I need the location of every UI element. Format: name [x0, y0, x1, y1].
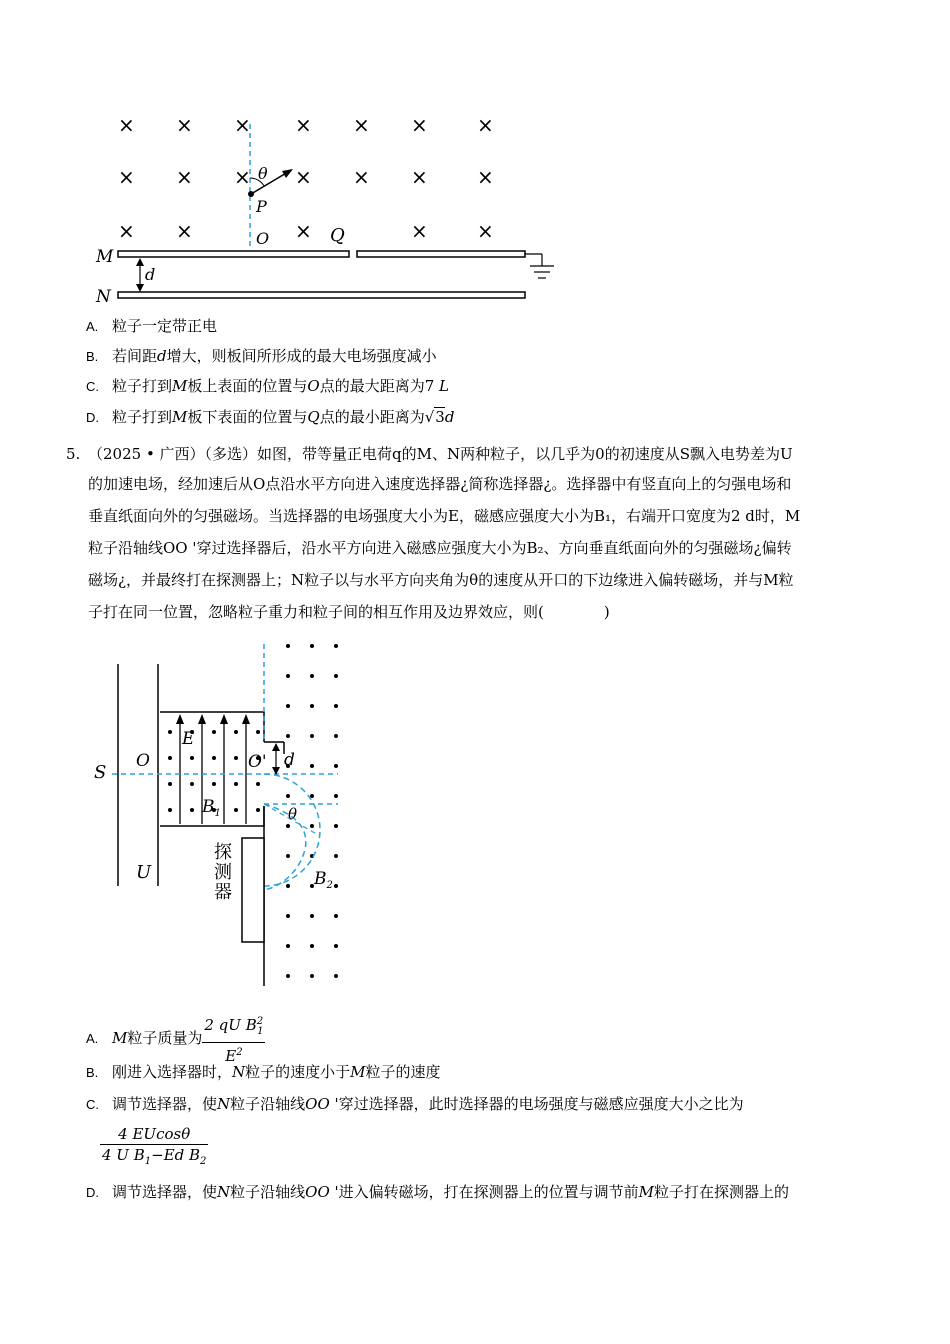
- e-field-arrowhead: [198, 714, 206, 724]
- label-P: P: [256, 197, 267, 216]
- field-dot: [310, 764, 314, 768]
- field-dot: [168, 756, 172, 760]
- option-text: 粒子打在探测器上的: [654, 1183, 790, 1201]
- field-dot: [234, 730, 238, 734]
- label-S: S: [94, 762, 107, 783]
- option-text: 调节选择器，使: [112, 1095, 218, 1113]
- option-text: 若间距: [112, 347, 158, 365]
- field-dot: [310, 824, 314, 828]
- label-theta: θ: [288, 805, 298, 823]
- cross-mark: ×: [353, 165, 370, 189]
- q5-option-b[interactable]: [86, 1060, 441, 1085]
- selector-box: [160, 712, 264, 742]
- variable-M: M: [172, 408, 188, 426]
- field-dot: [310, 674, 314, 678]
- field-dot: [190, 808, 194, 812]
- detector: [242, 838, 264, 942]
- option-letter: D.: [86, 410, 99, 425]
- label-E: E: [182, 729, 195, 749]
- fraction-denominator: [100, 1145, 208, 1172]
- cross-mark: ×: [477, 219, 494, 243]
- label-U: U: [136, 862, 152, 883]
- q5-stem-line: 磁场¿，并最终打在探测器上；N粒子以与水平方向夹角为θ的速度从开口的下边缘进入偏转磁场，并与M粒: [88, 571, 794, 589]
- field-dot: [168, 730, 172, 734]
- fraction: [202, 1012, 265, 1066]
- field-dot: [256, 808, 260, 812]
- field-dot: [168, 782, 172, 786]
- option-text: 板下表面的位置与: [187, 408, 308, 426]
- field-dot: [286, 824, 290, 828]
- field-dot: [286, 884, 290, 888]
- field-dot: [286, 854, 290, 858]
- variable-M: M: [350, 1063, 366, 1081]
- field-dot: [286, 644, 290, 648]
- field-dot: [334, 854, 338, 858]
- cross-mark: ×: [411, 165, 428, 189]
- option-text: 粒子打到: [112, 408, 173, 426]
- variable-d: d: [157, 347, 167, 365]
- cross-mark: ×: [353, 113, 370, 137]
- trajectory-N: [264, 804, 306, 890]
- variable-N: N: [232, 1063, 246, 1081]
- cross-mark: ×: [411, 219, 428, 243]
- field-dot: [168, 808, 172, 812]
- option-text: 粒子沿轴线: [230, 1095, 306, 1113]
- label-theta: θ: [258, 164, 268, 183]
- cross-mark: ×: [118, 165, 135, 189]
- q4-option-d[interactable]: [86, 405, 454, 430]
- field-dot: [286, 674, 290, 678]
- field-dot: [256, 730, 260, 734]
- cross-mark: ×: [295, 113, 312, 137]
- field-dot: [334, 944, 338, 948]
- option-text: 粒子一定带正电: [112, 317, 218, 335]
- cross-mark: ×: [295, 165, 312, 189]
- field-dot: [286, 794, 290, 798]
- q5-option-c[interactable]: [86, 1092, 744, 1117]
- field-dot: [334, 734, 338, 738]
- subscript: 1: [257, 1026, 264, 1037]
- field-dot: [256, 782, 260, 786]
- field-dot: [310, 704, 314, 708]
- option-text: 粒子沿轴线: [230, 1183, 306, 1201]
- option-text: 进入偏转磁场，打在探测器上的位置与调节前: [338, 1183, 639, 1201]
- magnetic-field-crosses: [118, 113, 494, 243]
- label-Oprime: O': [248, 752, 267, 772]
- q5-option-a[interactable]: [86, 1012, 265, 1066]
- q4-option-b[interactable]: [86, 344, 437, 369]
- fraction-denominator: E: [225, 1047, 237, 1065]
- field-dot: [234, 782, 238, 786]
- field-dot: [310, 974, 314, 978]
- option-text: 粒子的速度: [365, 1063, 441, 1081]
- plate-N: [118, 292, 525, 298]
- cross-mark: ×: [234, 113, 251, 137]
- q4-option-c[interactable]: [86, 374, 449, 399]
- arrowhead: [282, 169, 293, 178]
- option-text: 点的最小距离为: [319, 408, 425, 426]
- field-dot: [334, 674, 338, 678]
- label-B2: $B_2$: [314, 869, 333, 891]
- q4-option-a[interactable]: [86, 314, 217, 339]
- q5-stem-line: 垂直纸面向外的匀强磁场。当选择器的电场强度大小为E，磁感应强度大小为B₁，右端开口宽度为2 d时，M: [88, 507, 801, 525]
- field-dot: [334, 794, 338, 798]
- option-letter: C.: [86, 379, 99, 394]
- variable-M: M: [172, 377, 188, 395]
- sqrt-value: 3: [435, 408, 445, 426]
- variable-OOprime: OO ': [305, 1183, 339, 1201]
- figure-velocity-selector: [88, 636, 368, 996]
- field-dot: [286, 944, 290, 948]
- variable-M: M: [638, 1183, 655, 1201]
- option-letter: D.: [86, 1185, 99, 1200]
- option-text: 粒子质量为: [127, 1029, 203, 1047]
- point-P: [248, 191, 254, 197]
- detector-label: 探: [214, 842, 232, 863]
- option-text: 增大，则板间所形成的最大电场强度减小: [166, 347, 437, 365]
- option-letter: A.: [86, 1031, 99, 1046]
- variable-N: N: [217, 1095, 231, 1113]
- field-dot: [212, 782, 216, 786]
- q5-stem-line: （2025 • 广西）（多选）如图，带等量正电荷q的M、N两种粒子，以几乎为0的初速度从S飘入电势差为U: [88, 445, 793, 463]
- field-dot: [286, 734, 290, 738]
- cross-mark: ×: [118, 113, 135, 137]
- field-dot: [334, 974, 338, 978]
- field-dot: [190, 756, 194, 760]
- field-dot: [212, 730, 216, 734]
- option-letter: B.: [86, 1065, 99, 1080]
- q5-option-c-fraction: [100, 1124, 208, 1172]
- field-dot: [234, 756, 238, 760]
- field-dot: [286, 974, 290, 978]
- subscript: 2: [200, 1156, 207, 1167]
- velocity-arrow: [251, 172, 288, 194]
- label-O: O: [256, 229, 270, 248]
- field-dot: [310, 944, 314, 948]
- plate-M-right: [357, 251, 525, 257]
- q5-stem-line: 粒子沿轴线OO '穿过选择器后，沿水平方向进入磁感应强度大小为B₂、方向垂直纸面向外的匀强磁场¿偏转: [88, 539, 792, 557]
- variable-L: L: [439, 377, 450, 395]
- field-dot: [310, 914, 314, 918]
- detector-label: 测: [214, 862, 232, 883]
- den-part: 4 U B: [102, 1146, 145, 1164]
- value: 7: [424, 377, 435, 395]
- option-letter: B.: [86, 349, 99, 364]
- field-dot: [310, 644, 314, 648]
- field-dot: [286, 704, 290, 708]
- q5-number: 5.: [66, 445, 81, 463]
- detector-label: 器: [214, 882, 232, 903]
- subscript: 1: [144, 1156, 152, 1167]
- cross-mark: ×: [118, 219, 135, 243]
- e-field-arrowhead: [220, 714, 228, 724]
- q5-stem-line: 的加速电场，经加速后从O点沿水平方向进入速度选择器¿简称选择器¿。选择器中有竖直向上的匀强电场和: [88, 475, 792, 493]
- variable-OOprime: OO ': [305, 1095, 339, 1113]
- sqrt-symbol: √: [424, 408, 435, 426]
- field-dot: [286, 914, 290, 918]
- variable-O: O: [307, 377, 320, 395]
- label-M: M: [96, 247, 114, 267]
- variable-N: N: [217, 1183, 231, 1201]
- field-dot: [310, 734, 314, 738]
- cross-mark: ×: [176, 113, 193, 137]
- label-O: O: [136, 751, 150, 771]
- field-dot: [234, 808, 238, 812]
- field-dot: [310, 794, 314, 798]
- option-letter: A.: [86, 319, 99, 334]
- cross-mark: ×: [234, 165, 251, 189]
- label-d: d: [284, 750, 295, 770]
- superscript: 2: [256, 1016, 264, 1027]
- figure-plates-magnetic-field: [90, 108, 570, 308]
- superscript: 2: [236, 1047, 243, 1058]
- label-Q: Q: [330, 225, 345, 246]
- field-dot: [212, 756, 216, 760]
- field-dot: [334, 764, 338, 768]
- field-dot: [334, 824, 338, 828]
- option-text: 粒子的速度小于: [245, 1063, 351, 1081]
- fraction-numerator: 4 EUcosθ: [100, 1124, 208, 1145]
- option-text: 调节选择器，使: [112, 1183, 218, 1201]
- e-field-arrowhead: [176, 714, 184, 724]
- cross-mark: ×: [176, 165, 193, 189]
- variable-M: M: [112, 1029, 128, 1047]
- trajectory-M: [264, 774, 320, 886]
- cross-mark: ×: [411, 113, 428, 137]
- option-text: 板上表面的位置与: [187, 377, 308, 395]
- option-text: 粒子打到: [112, 377, 173, 395]
- cross-mark: ×: [176, 219, 193, 243]
- option-letter: C.: [86, 1097, 99, 1112]
- cross-mark: ×: [295, 219, 312, 243]
- variable-d: d: [444, 408, 455, 426]
- cross-mark: ×: [477, 113, 494, 137]
- q5-option-d[interactable]: [86, 1180, 789, 1205]
- field-dot: [334, 884, 338, 888]
- label-N: N: [96, 287, 111, 307]
- cross-mark: ×: [477, 165, 494, 189]
- e-field-arrowhead: [242, 714, 250, 724]
- option-text: 点的最大距离为: [319, 377, 425, 395]
- option-text: 穿过选择器，此时选择器的电场强度与磁感应强度大小之比为: [338, 1095, 744, 1113]
- fraction-numerator: 2 qU B: [204, 1016, 257, 1034]
- label-d: d: [145, 265, 156, 284]
- fraction: [100, 1124, 208, 1172]
- field-dot: [334, 644, 338, 648]
- field-dot: [334, 914, 338, 918]
- plate-M-left: [118, 251, 349, 257]
- label-B1: $B_1$: [202, 797, 221, 819]
- den-part: −Ed B: [151, 1146, 201, 1164]
- field-dot: [334, 704, 338, 708]
- variable-Q: Q: [307, 408, 320, 426]
- q5-stem-line: 子打在同一位置，忽略粒子重力和粒子间的相互作用及边界效应，则( ): [88, 603, 610, 621]
- field-dot: [190, 782, 194, 786]
- option-text: 刚进入选择器时，: [112, 1063, 233, 1081]
